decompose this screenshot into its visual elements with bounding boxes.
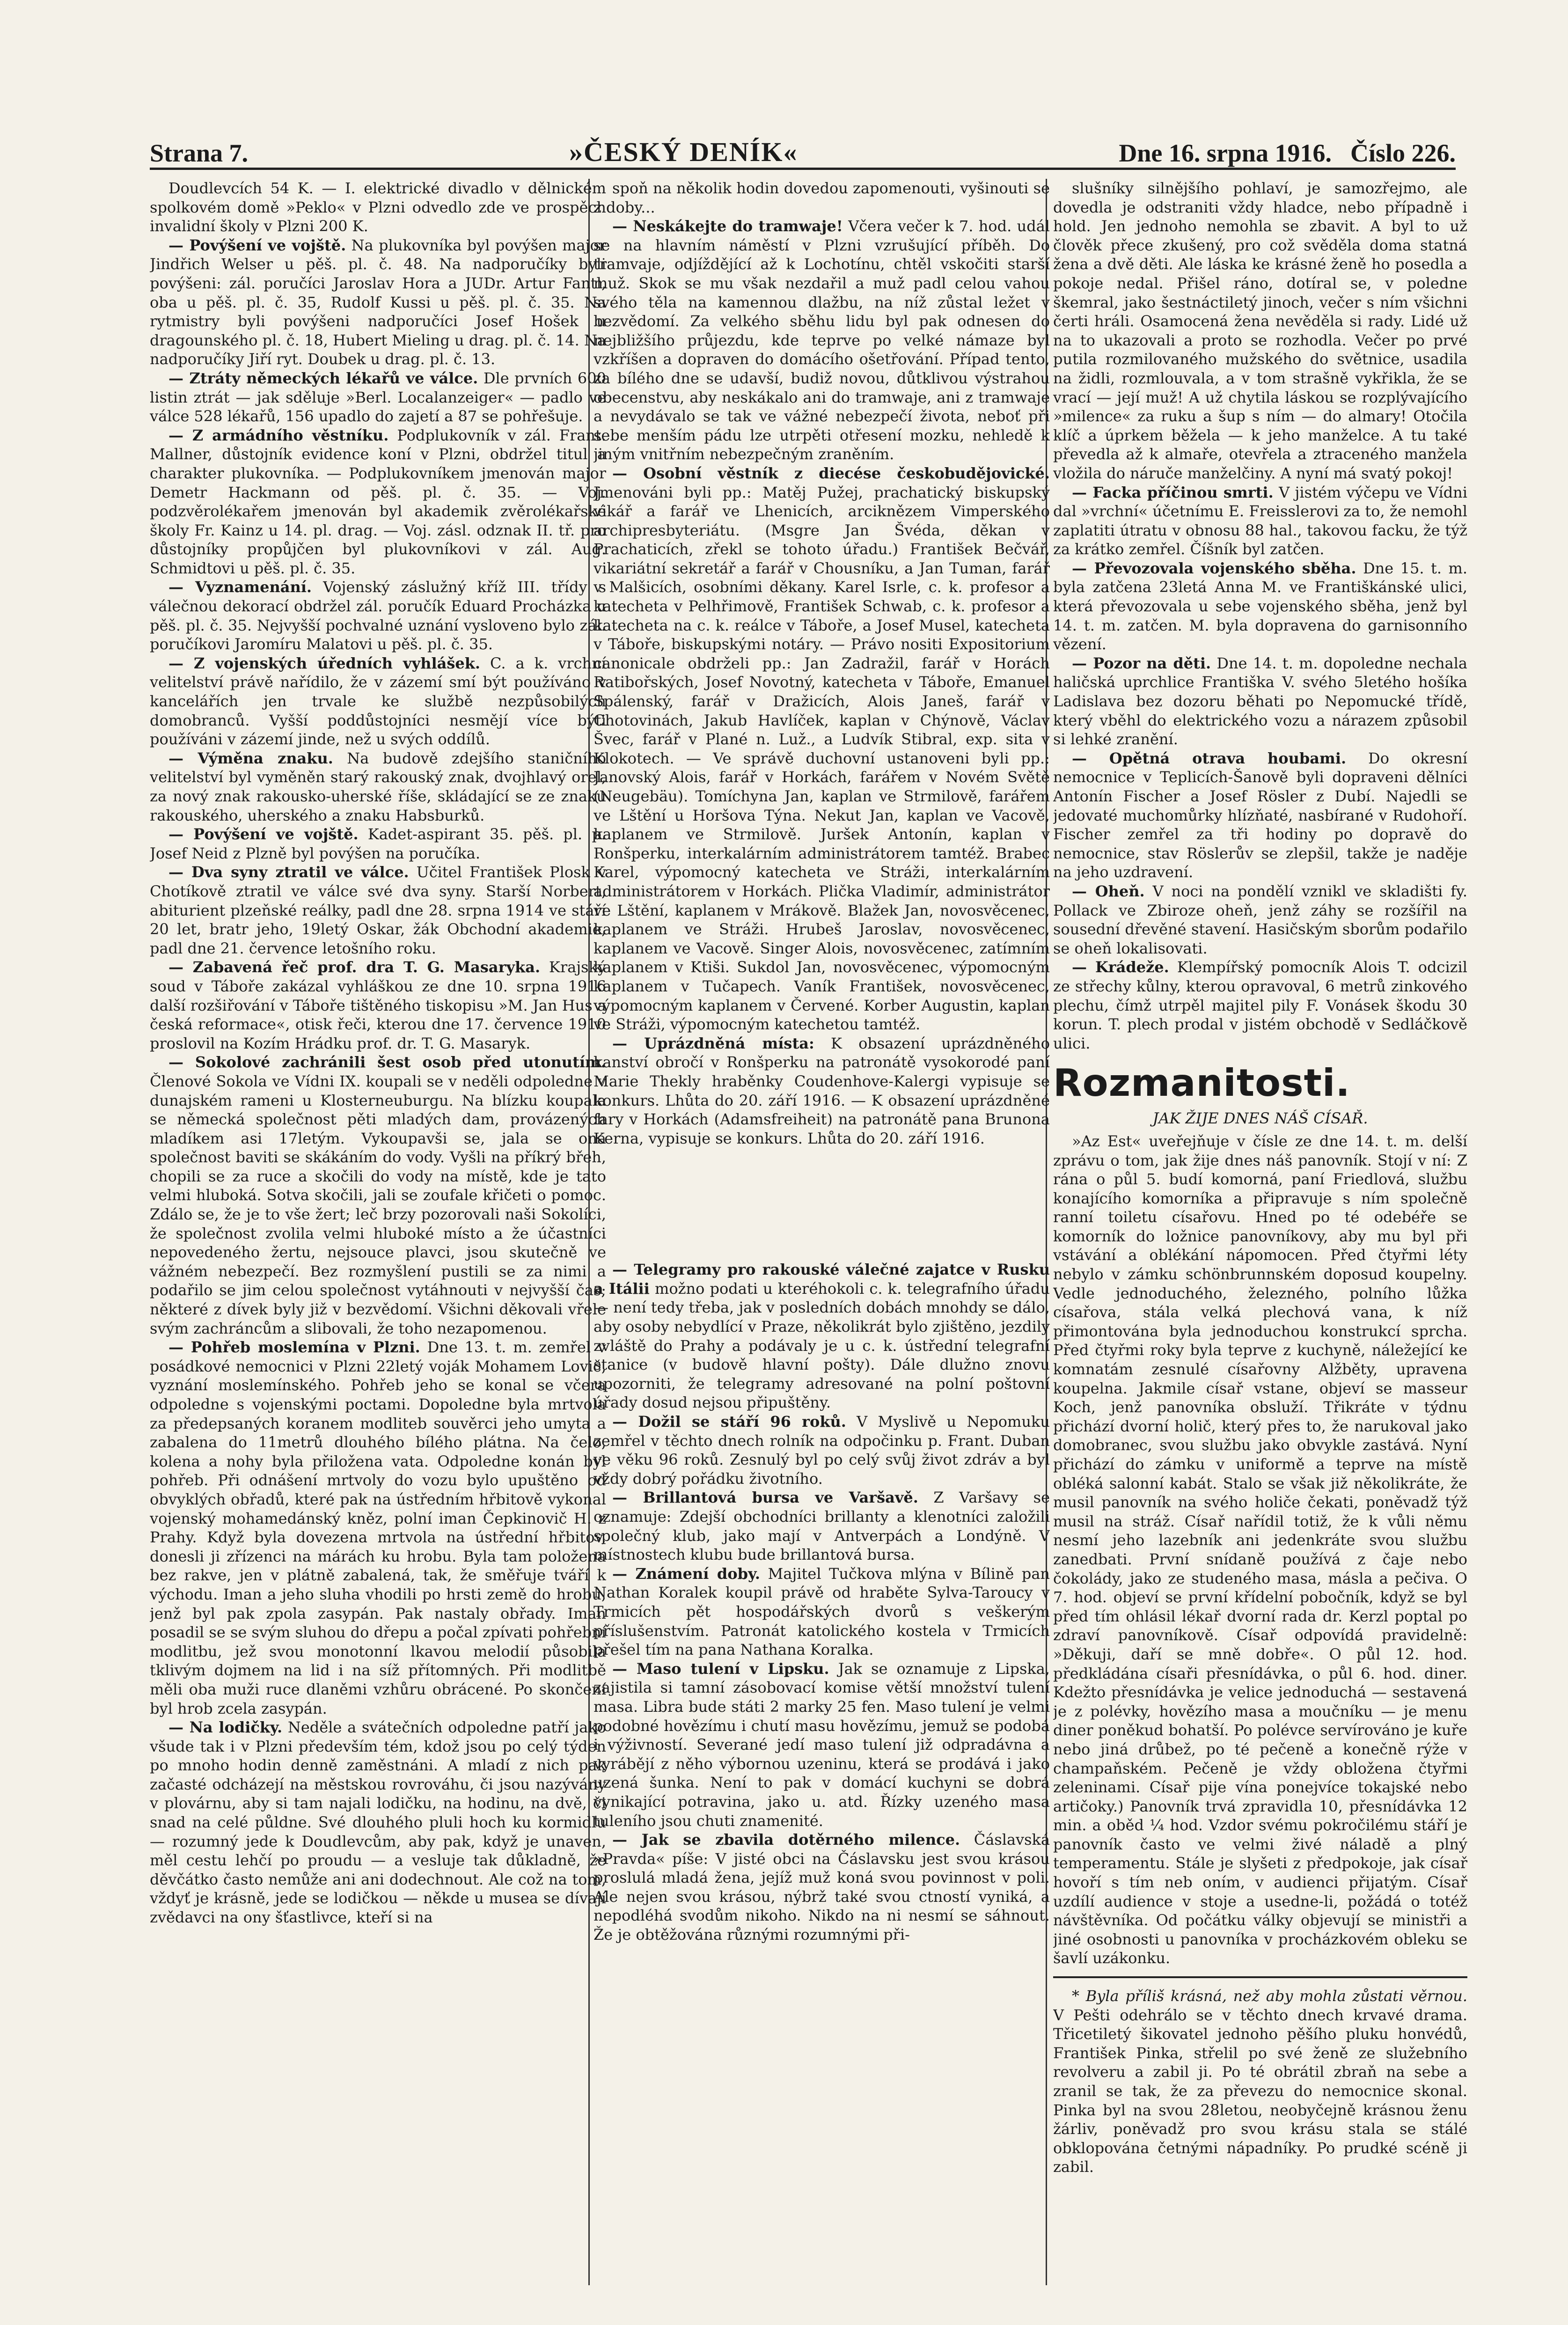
- article-text: K obsazení uprázdněného kanství obročí v Ronšperku na patronátě vysokorodé paní Marie Thekly hraběnky Coudenhove-Kalergi vypisuje se konkurs. Lhůta do 20. září 1916. — K obsazení uprázdněné fary v Horkách (Adamsfreiheit) na patronátě pana Brunona Kerna, vypisuje se konkurs. Lhůta do 20. září 1916.: [593, 1034, 1050, 1147]
- article-text: Kadet-aspirant 35. pěš. pl. p. Josef Neid z Plzně byl povýšen na poručíka.: [150, 825, 606, 862]
- article-paragraph: [150, 1718, 606, 1927]
- article-heading: — Z armádního věstníku.: [169, 426, 389, 444]
- article-text: V jistém výčepu ve Vídni dal »vrchní« účetnímu E. Freisslerovi za to, že nemohl zaplatiti útratu v obnosu 88 hal., takovou facku, že týž za krátko zemřel. Číšník byl zatčen.: [1053, 483, 1467, 558]
- article-heading: — Facka příčinou smrti.: [1072, 483, 1274, 501]
- article-paragraph: [593, 217, 1050, 464]
- article-text: Do okresní nemocnice v Teplicích-Šanově byli dopraveni dělníci Antonín Fischer a Josef Rösler z Dubí. Najedli se jedovaté muchomůrky hlízňaté, nasbírané v Rudohoří. Fischer zemřel za tři hodiny po dopravě do nemocnice, stav Röslerův se zlepšil, takže je naděje na jeho uzdravení.: [1053, 749, 1467, 881]
- article-text: Klempířský pomocník Alois T. odcizil ze střechy kůlny, kterou opravoval, 6 metrů zinkového plechu, čímž utrpěl majitel pily F. Vonásek škodu 30 korun. T. plech prodal v jistém obchodě v Sedláčkově ulici.: [1053, 958, 1467, 1052]
- article-text: Čáslavská »Pravda« píše: V jisté obci na Čáslavsku jest svou krásou proslulá mladá žena, jejíž muž koná svou povinnost v poli. Ale nejen svou krásou, nýbrž také svou ctností vyniká, a nepodléhá svodům nikoho. Nikdo na ni nesmí se sáhnout. Že je obtěžována různými rozumnými při-: [593, 1831, 1050, 1944]
- article-heading: — Krádeže.: [1072, 958, 1169, 976]
- article-paragraph: [1053, 179, 1467, 483]
- article-text: C. a k. vrchní velitelství právě nařídilo, že v zázemí smí být používáno v kancelářích jen trvale ke službě nezpůsobilých domobranců. Vyšší poddůstojníci nesmějí více býti používáni v zázemí jinde, než u svých oddílů.: [150, 654, 606, 748]
- article-heading: — Povýšení ve vojště.: [169, 825, 359, 843]
- article-paragraph: [150, 426, 606, 578]
- article-text: Na plukovníka byl povýšen major Jindřich Welser u pěš. pl. č. 48. Na nadporučíky byli povýšeni: zál. poručíci Jaroslav Hora a JUDr. Artur Fantl, oba u pěš. pl. č. 35, Rudolf Kussi u pěš. pl. č. 35. Na rytmistry byli povýšeni nadporučíci Josef Hošek u dragounského pl. č. 18, Hubert Mieling u drag. pl. č. 14. Na nadporučíky Jiří ryt. Doubek u drag. pl. č. 13.: [150, 236, 606, 368]
- article-paragraph: [150, 825, 606, 863]
- article-paragraph: [593, 464, 1050, 1034]
- article-heading: — Jak se zbavila dotěrného milence.: [612, 1831, 960, 1849]
- column-gap: [593, 1148, 1050, 1260]
- article-heading: — Osobní věstník z diecése českobudějovické.: [612, 464, 1050, 482]
- article-paragraph: [150, 654, 606, 749]
- article-text: Dne 13. t. m. zemřel v posádkové nemocnici v Plzni 22letý voják Mohamem Lovič, vyznání moslemínského. Pohřeb jeho se konal se včera odpoledne s vojenskými poctami. Dopoledne byla mrtvola za předepsaných koranem modliteb souvěrci jeho umyta a zabalena do 11metrů dlouhého bílého plátna. Na čelo, kolena a nohy byla přiložena vata. Odpoledne konán byl pohřeb. Při odnášení mrtvoly do vozu bylo upuštěno od obvyklých obřadů, které pak na ústředním hřbitově vykonal vojenský mohamedánský kněz, polní iman Čepkinovič H. z Prahy. Když byla dovezena mrtvola na ústřední hřbitov, donesli ji zřízenci na márách ku hrobu. Byla tam položena bez rakve, jen v plátně zabalená, tak, že směřuje tváří k východu. Iman a jeho sluha vhodili po hrsti země do hrobu, jenž byl pak zpola zasypán. Pak nastaly obřady. Iman posadil se se svým sluhou do dřepu a počal zpívati pohřební modlitbu, jež svou monotonní lkavou melodií působila tklivým dojmem na lid i na síž přítomných. Při modlitbě měli oba muži ruce dlaněmi vzhůru obrácené. Po skončení byl hrob zcela zasypán.: [150, 1338, 606, 1717]
- article-heading: — Zabavená řeč prof. dra T. G. Masaryka.: [169, 958, 541, 976]
- article-heading: — Dožil se stáří 96 roků.: [612, 1413, 846, 1431]
- article-paragraph: [150, 749, 606, 825]
- article-text: Doudlevcích 54 K. — I. elektrické divadlo v dělnickém spolkovém domě »Peklo« v Plzni odvedlo zde ve prospěch invalidní školy v Plzni 200 K.: [150, 179, 606, 235]
- article-text: V noci na pondělí vznikl ve skladišti fy. Pollack ve Zbiroze oheň, jenž záhy se rozšířil na sousední dřevěné stavení. Hasičským sborům podařilo se oheň lokalisovati.: [1053, 882, 1467, 957]
- article-text: Dne 15. t. m. byla zatčena 23letá Anna M. ve Františkánské ulici, která převozovala u sebe vojenského sběha, jenž byl 14. t. m. zatčen. M. byla dopravena do garnisonního vězení.: [1053, 559, 1467, 653]
- article-heading: — Převozovala vojenského sběha.: [1072, 559, 1356, 577]
- article-subtitle: JAK ŽIJE DNES NÁŠ CÍSAŘ.: [1152, 1109, 1368, 1128]
- article-paragraph: [593, 1412, 1050, 1488]
- article-text: Včera večer k 7. hod. udál se na hlavním náměstí v Plzni vzrušující příběh. Do tramvaje, odjíždějící až k Lochotínu, chtěl vskočiti starší muž. Skok se mu však nezdařil a muž padl celou vahou svého těla na kamennou dlažbu, na níž zůstal ležet v bezvědomí. Za velkého sběhu lidu byl pak odnesen do nejbližšího průjezdu, kde teprve po velké námaze byl vzkříšen a dopraven do domácího ošetřování. Případ tento, za bílého dne se udavší, budiž novou, důtklivou výstrahou obecenstvu, aby neskákalo ani do tramwaje, ani z tramwaje a nevydávalo se tak ve vážné nebezpečí života, neboť při sebe menším pádu lze utrpěti otřesení mozku, nehledě k jiným vnitřním nebezpečným zraněním.: [593, 217, 1050, 463]
- article-text: Členové Sokola ve Vídni IX. koupali se v neděli odpoledne v dunajském rameni u Klosterneuburgu. Na blízku koupala se německá společnost pěti mladých dam, provázených mladíkem asi 17letým. Vykoupavši se, jala se ona společnost baviti se skákáním do vody. Vyšli na příkrý břeh, chopili se za ruce a skočili do vody na místě, kde je tato velmi hluboká. Sotva skočili, jali se zoufale křičeti o pomoc. Zdálo se, že je to vše žert; leč brzy pozorovali naši Sokolíci, že společnost zvolila velmi hluboké místo a že účastníci nepovedeného žertu, nejsouce plavci, jsou skutečně ve vážném nebezpečí. Bez rozmyšlení pustili se za nimi a podařilo se jim celou společnost vytáhnouti v nejvyšší čas; některé z dívek byly již v bezvědomí. Všichni děkovali vřele svým zachráncům a slibovali, že toho nezapomenou.: [150, 1072, 606, 1337]
- article-heading: — Povýšení ve vojště.: [169, 236, 346, 254]
- article-text: Z Varšavy se oznamuje: Zdejší obchodníci brillanty a klenotníci založili společný klub, jako mají v Antverpách a Londýně. V místnostech klubu bude brillantová bursa.: [593, 1489, 1050, 1564]
- article-text: V Myslivě u Nepomuku zemřel v těchto dnech rolník na odpočinku p. Frant. Duban ve věku 96 roků. Zesnulý byl po celý svůj život zdráv a byl vždy dobrý pořádku životního.: [593, 1413, 1050, 1488]
- article-heading: — Pohřeb moslemína v Plzni.: [169, 1338, 420, 1357]
- article-paragraph: [593, 1830, 1050, 1944]
- article-text: Jmenováni byli pp.: Matěj Pužej, prachatický biskupský vikář a farář ve Lhenicích, arciknězem Vimperského archipresbyteriátu. (Msgre Jan Švéda, děkan v Prachaticích, zřekl se tohoto úřadu.) František Bečvář, vikariátní sekretář a farář v Chousníku, a Jan Tuman, farář v Malšicích, osobními děkany. Karel Isrle, c. k. profesor a katecheta v Pelhřimově, František Schwab, c. k. profesor a katecheta na c. k. reálce v Táboře, a Josef Musel, katecheta v Táboře, biskupskými notáry. — Právo nositi Expositorium canonicale obdrželi pp.: Jan Zadražil, farář v Horách Ratibořských, Josef Novotný, katecheta v Táboře, Emanuel Spálenský, farář v Dražicích, Alois Janeš, farář v Chotovinách, Jakub Havlíček, kaplan v Chýnově, Václav Švec, farář v Plané n. Luž., a Ludvík Stibral, exp. sita v Klokotech. — Ve správě duchovní ustanoveni byli pp.: Janovský Alois, farář v Horkách, farářem v Novém Světě (Neugebäu). Tomíchyna Jan, kaplan ve Strmilově, farářem ve Lštění u Horšova Týna. Nekut Jan, kaplan ve Vacově, kaplanem ve Strmilově. Juršek Antonín, kaplan v Ronšperku, interkalárním administrátorem tamtéž. Brabec Karel, výpomocný katecheta ve Stráži, interkalárním administrátorem v Horkách. Plička Vladimír, administrátor ve Lštění, kaplanem v Mrákově. Blažek Jan, novosvěcenec, kaplanem ve Stráži. Hrubeš Jaroslav, novosvěcenec, kaplanem ve Vacově. Singer Alois, novosvěcenec, zatímním kaplanem v Ktiši. Sukdol Jan, novosvěcenec, výpomocným kaplanem v Tučapech. Vaník František, novosvěcenec, výpomocným kaplanem v Červené. Korber Augustin, kaplan ve Stráži, výpomocným katechetou tamtéž.: [593, 483, 1050, 1034]
- article-heading: * Byla příliš krásná, než aby mohla zůstati věrnou.: [1072, 1987, 1467, 2005]
- article-text: Jak se oznamuje z Lipska, zajistila si tamní zásobovací komise větší množství tulení masa. Libra bude státi 2 marky 25 fen. Maso tulení je velmi podobné hovězímu i chutí masu hovězímu, jemuž se podobá i výživností. Severané jedí maso tulení již odpradávna a vyrábějí z něho výbornou uzeninu, která se prodává i jako uzená šunka. Není to pak v domácí kuchyni se dobrá vynikající potravina, jako u. atd. Řízky uzeného masa tuleního jsou chuti znamenité.: [593, 1659, 1050, 1830]
- article-text: Majitel Tučkova mlýna v Bílině pan Nathan Koralek koupil právě od hraběte Sylva-Taroucy v Trmicích pět hospodářských dvorů s veškerým příslušenstvím. Patronát katolického kostela v Trmicích přešel tím na pana Nathana Koralka.: [593, 1564, 1050, 1659]
- article-paragraph: [1053, 483, 1467, 559]
- article-paragraph: [150, 863, 606, 958]
- page-number: Strana 7.: [150, 139, 249, 167]
- article-text: Krajský soud v Táboře zakázal vyhláškou ze dne 10. srpna 1916 další rozšiřování v Táboře tištěného tiskopisu »M. Jan Hus a česká reformace«, otisk řeči, kterou dne 17. července 1910 proslovil na Kozím Hrádku prof. dr. T. G. Masaryk.: [150, 958, 606, 1052]
- article-paragraph: [150, 179, 606, 236]
- article-paragraph: [150, 578, 606, 653]
- article-paragraph: [150, 236, 606, 369]
- article-text: V Pešti odehrálo se v těchto dnech krvavé drama. Třicetiletý šikovatel jednoho pěšího pluku honvédů, František Pinka, střelil po své ženě ze služebního revolveru a zabil ji. Po té obrátil zbraň na sebe a zranil se tak, že za převezu do nemocnice skonal. Pinka byl na svou 28letou, neobyčejně krásnou ženu žárliv, poněvadž pro svou krásu stala se stálé obklopována četnými nápadníky. Po prudké scéně ji zabil.: [1053, 2006, 1467, 2176]
- issue-date: Dne 16. srpna 1916.: [1119, 139, 1332, 167]
- article-text: spoň na několik hodin dovedou zapomenouti, vyšinouti se z doby...: [593, 179, 1050, 216]
- article-heading: — Dva syny ztratil ve válce.: [169, 863, 409, 881]
- article-paragraph: [150, 1338, 606, 1718]
- article-paragraph: [1053, 654, 1467, 749]
- article-heading: — Neskákejte do tramwaje!: [612, 217, 843, 235]
- article-paragraph: [150, 1053, 606, 1338]
- article-paragraph: [593, 1034, 1050, 1148]
- article-text: Neděle a svátečních odpoledne patří jako všude tak i v Plzni především tém, kdož jsou po celý týden po mnoho hodin denně zaměstnáni. A mladí z nich pak začasté odcházejí na městskou rovrováhu, či jsou nazývány v plovárnu, aby si tam najali lodičku, na hodinu, na dvě, či snad na celé půldne. Své dlouhého pluli hoch ku kormidlu — rozumný jede k Doudlevcům, aby pak, když je unaven, měl cestu lehčí po proudu — a vesluje tak důkladně, že děvčátko často nemůže ani ani dodechnout. Ale což na tom, vždyť je krásně, jede se lodičkou — někde u musea se dívají zvědavci na ony šťastlivce, kteří si na: [150, 1718, 606, 1927]
- article-paragraph: [593, 1659, 1050, 1830]
- article-heading: — Telegramy pro rakouské válečné zajatce v Rusku a Itálii: [593, 1261, 1050, 1298]
- article-paragraph: [1053, 1132, 1467, 1968]
- article-heading: — Výměna znaku.: [169, 749, 333, 767]
- column-3: [1053, 179, 1467, 2285]
- article-paragraph: [1053, 749, 1467, 882]
- article-text: možno podati u kteréhokoli c. k. telegrafního úřadu — není tedy třeba, jak v posledních dobách mnohdy se dálo, aby osoby nebydlící v Praze, několikrát bylo zjištěno, jezdily zvláště do Prahy a podávaly je u c. k. ústřední telegrafní stanice (v budově hlavní pošty). Dále dlužno znovu upozorniti, že telegramy adresované na polní poštovní úřady dosud nejsou připuštěny.: [593, 1279, 1050, 1412]
- article-text: slušníky silnějšího pohlaví, je samozřejmo, ale dovedla je odstraniti vždy hladce, nebo případně i hold. Jen jednoho nemohla se zbavit. A byl to už člověk přece zkušený, pro což svěděla doma statná žena a dvě děti. Ale láska ke krásné ženě ho posedla a pokoje nedal. Přišel ráno, dotíral se, v poledne škemral, jako šestnáctiletý jinoch, večer s ním všichni čerti hráli. Osamocená žena nevěděla si rady. Lidé už na to ukazovali a proto se rozhodla. Večer po prvé putila rozmilovaného mužského do světnice, usadila na židli, rozmlouvala, a v tom strašně vykřikla, že se vrací — její muž! A už chytila láskou se rozplývajícího »milence« za ruku a šup s ním — do almary! Otočila klíč a úprkem běžela — k jeho manželce. A tu také převedla až k almaře, otevřela a ztraceného manžela vložila do náruče manželčiny. A nyní má svatý pokoj!: [1053, 179, 1467, 482]
- article-heading: — Opětná otrava houbami.: [1072, 749, 1347, 767]
- article-paragraph: [150, 958, 606, 1053]
- article-heading: — Na lodičky.: [169, 1718, 283, 1737]
- article-paragraph: [593, 1564, 1050, 1659]
- article-heading: — Vyznamenání.: [169, 578, 312, 596]
- article-heading: — Oheň.: [1072, 882, 1145, 900]
- article-text: Dne 14. t. m. dopoledne nechala haličská uprchlice Františka V. svého 5letého hošíka Ladislava bez dozoru běhati po Nepomucké třídě, který vběhl do elektrického vozu a nárazem způsobil si lehké zranění.: [1053, 654, 1467, 748]
- article-heading: — Uprázdněná místa:: [612, 1034, 814, 1052]
- article-heading: — Z vojenských úředních vyhlášek.: [169, 654, 481, 672]
- article-paragraph: [150, 369, 606, 426]
- article-paragraph: [593, 179, 1050, 217]
- issue-number: Číslo 226.: [1350, 139, 1456, 167]
- masthead: »ČESKÝ DENÍK«: [569, 137, 798, 167]
- article-heading: — Známení doby.: [612, 1564, 761, 1583]
- article-text: Učitel František Plosk v Chotíkově ztratil ve válce své dva syny. Starší Norbert, abiturient plzeňské reálky, padl dne 28. srpna 1914 ve stáří 20 let, bratr jeho, 19letý Oskar, žák Obchodní akademie, padl dne 21. července letošního roku.: [150, 863, 606, 957]
- article-text: Podplukovník v zál. Frant. Mallner, důstojník evidence koní v Plzni, obdržel titul a charakter plukovníka. — Podplukovníkem jmenován major Demetr Hackmann od pěš. pl. č. 35. — Voj. podzvěrolékařem jmenován byl akademik zvěrolékařské školy Fr. Kainz u 14. pl. drag. — Voj. zásl. odznak II. tř. pro důstojníky propůjčen byl plukovníkovi v zál. Aug. Schmidtovi u pěš. pl. č. 35.: [150, 426, 606, 577]
- section-rule: [1053, 1976, 1467, 1978]
- article-text: Na budově zdejšího staničního velitelství byl vyměněn starý rakouský znak, dvojhlavý orel, za nový znak rakousko-uherské říše, skládající se ze znaku rakouského, uherského a znaku Habsburků.: [150, 749, 606, 824]
- article-heading: — Maso tulení v Lipsku.: [612, 1659, 829, 1678]
- section-title: Rozmanitosti.: [1053, 1061, 1350, 1105]
- page-header: [150, 125, 1456, 170]
- article-paragraph: [1053, 958, 1467, 1053]
- article-paragraph: [1053, 559, 1467, 654]
- article-heading: — Brillantová bursa ve Varšavě.: [612, 1489, 918, 1507]
- article-text: Vojenský záslužný kříž III. třídy s válečnou dekorací obdržel zál. poručík Eduard Procházka u pěš. pl. č. 35. Nejvyšší pochvalné uznání vysloveno bylo zál. poručíkovi Jaromíru Malatovi u pěš. pl. č. 35.: [150, 578, 606, 653]
- article-paragraph: [593, 1260, 1050, 1412]
- column-1: [150, 179, 606, 2285]
- article-text: »Az Est« uveřejňuje v čísle ze dne 14. t. m. delší zprávu o tom, jak žije dnes náš panovník. Stojí v ní: Z rána o půl 5. budí komorná, paní Friedlová, službu konajícího komorníka a připravuje s ním společně ranní toiletu císařovu. Hned po té odebéře se komorník do ložnice panovníkovy, aby mu byl při vstávání a oblékání nápomocen. Před čtyřmi léty nebylo v zámku schönbrunnském doposud koupelny. Vedle jednoduchého, železného, polního lůžka císařova, stála velká plechová vana, k níž přimontována byla jednoduchou konstrukcí sprcha. Před čtyřmi roky byla teprve z kuchyně, náležející ke komnatám zesnulé císařovny Alžběty, upravena koupelna. Jakmile císař vstane, objeví se masseur Koch, jenž panovníka obsluží. Třikráte v týdnu přichází dvorní holič, který přes to, že narukoval jako domobranec, svou službu jako obvykle zastává. Nyní přichází do zámku v uniformě a teprve na místě obléká salonní kabát. Stalo se však již několikráte, že musil panovník na svého holiče čekati, poněvadž týž musil na stráž. Císař nařídil totiž, že k vůli němu nesmí jeho lazebník ani jedenkráte svou službu zanedbati. První snídaně používá z čaje nebo čokolády, jako ze studeného masa, másla a pečiva. O 7. hod. objeví se první křídelní pobočník, když se byl před tím ohlásil lékař dvorní rada dr. Kerzl poptal po zdraví panovníkově. Císař odpovídá pravidelně: »Děkuji, daří se mně dobře«. O půl 12. hod. předkládána císaři přesnídávka, o půl 6. hod. diner. Kdežto přesnídávka je velice jednoduchá — sestavená je z polévky, hovězího masa a moučníku — je menu diner poněkud bohatší. Po polévce servírováno je kuře nebo jiná drůbež, po té pečeně a konečně rýže v champaňském. Pečeně je vždy obložena čtyřmi zeleninami. Císař pije vína ponejvíce tokajské nebo artičoky.) Panovník trvá zpravidla 10, přesnídávka 12 min. a oběd ¼ hod. Vzdor svému pokročilému stáří je panovník často ve velmi živé náladě a plný temperamentu. Stále je slyšeti z předpokoje, jak císař hovoří s tím neb oním, v audienci přijatým. Císař uzdílí audience v stoje a usedne-li, požádá o totéž návštěvníka. Od počátku války objevují se ministři a jiné osobnosti u panovníka v procházkovém obleku se šavlí uzákonku.: [1053, 1132, 1467, 1967]
- article-text: Dle prvních 600 listin ztrát — jak sděluje »Berl. Localanzeiger« — padlo ve válce 528 lékařů, 156 upadlo do zajetí a 87 se pohřešuje.: [150, 369, 606, 425]
- article-heading: — Sokolové zachránili šest osob před utonutím.: [169, 1053, 606, 1071]
- column-2: [593, 179, 1050, 2285]
- article-paragraph: [593, 1488, 1050, 1564]
- article-heading: — Pozor na děti.: [1072, 654, 1211, 672]
- article-heading: — Ztráty německých lékařů ve válce.: [169, 369, 478, 387]
- article-paragraph: [1053, 882, 1467, 958]
- article-paragraph: [1053, 1987, 1467, 2177]
